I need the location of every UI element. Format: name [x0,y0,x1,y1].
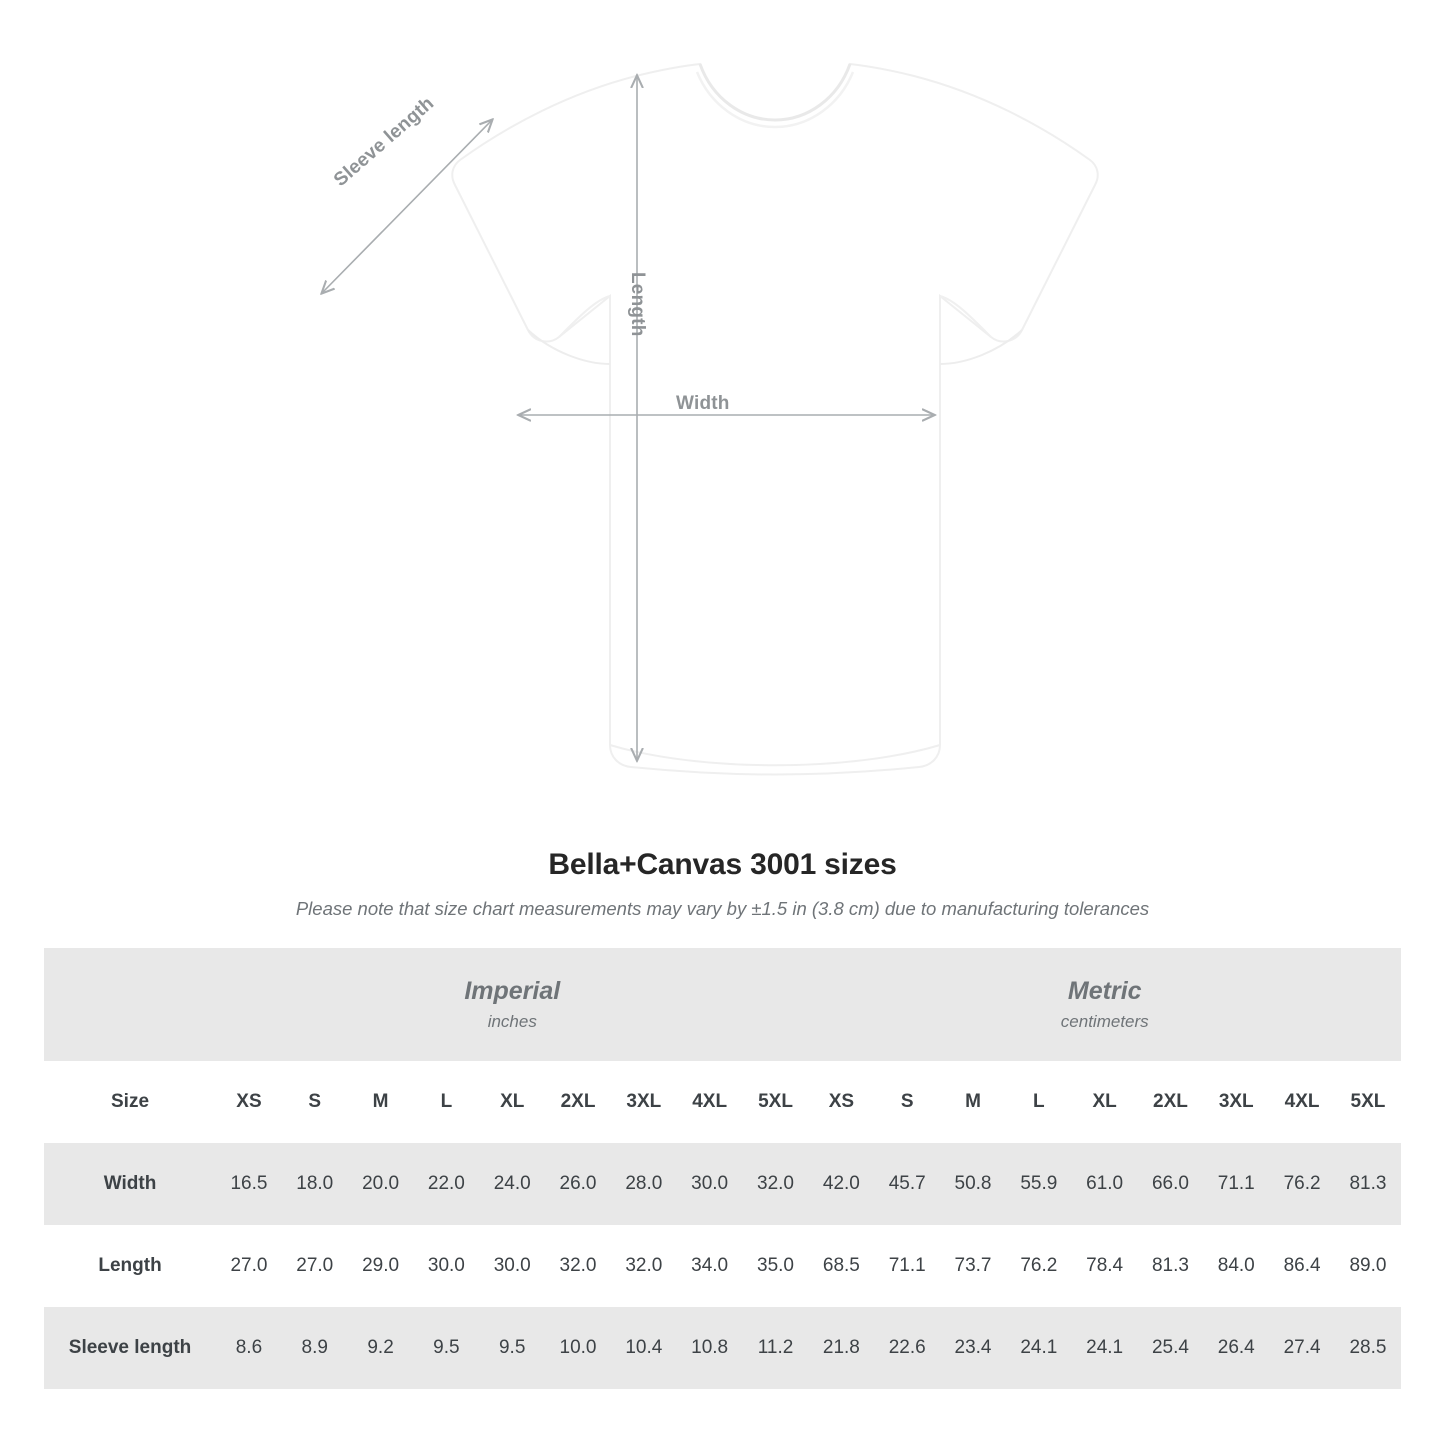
cell: 9.2 [348,1307,414,1389]
cell: 73.7 [940,1225,1006,1307]
corner-cell [44,948,216,1061]
row-header: Length [44,1225,216,1307]
cell: 8.6 [216,1307,282,1389]
cell: 23.4 [940,1307,1006,1389]
cell: 66.0 [1138,1143,1204,1225]
column-header: XL [1072,1061,1138,1143]
cell: 32.0 [611,1225,677,1307]
cell: 26.0 [545,1143,611,1225]
column-header: L [413,1061,479,1143]
cell: 25.4 [1138,1307,1204,1389]
cell: 26.4 [1203,1307,1269,1389]
row-header: Sleeve length [44,1307,216,1389]
cell: 34.0 [677,1225,743,1307]
cell: 22.0 [413,1143,479,1225]
cell: 24.1 [1072,1307,1138,1389]
length-label: Length [627,272,648,337]
cell: 9.5 [413,1307,479,1389]
cell: 78.4 [1072,1225,1138,1307]
cell: 71.1 [1203,1143,1269,1225]
cell: 11.2 [743,1307,809,1389]
cell: 20.0 [348,1143,414,1225]
column-header: XL [479,1061,545,1143]
cell: 10.0 [545,1307,611,1389]
cell: 18.0 [282,1143,348,1225]
column-header: L [1006,1061,1072,1143]
column-header: 5XL [1335,1061,1401,1143]
cell: 28.5 [1335,1307,1401,1389]
sleeve-length-label: Sleeve length [330,92,439,191]
unit-header-row [44,948,1401,1061]
cell: 29.0 [348,1225,414,1307]
row-header: Width [44,1143,216,1225]
cell: 84.0 [1203,1225,1269,1307]
cell: 22.6 [874,1307,940,1389]
imperial-unit: inches [487,1012,537,1031]
table-row [44,1225,1401,1307]
column-header: 2XL [545,1061,611,1143]
column-header: 3XL [1203,1061,1269,1143]
cell: 9.5 [479,1307,545,1389]
cell: 35.0 [743,1225,809,1307]
cell: 86.4 [1269,1225,1335,1307]
column-header: XS [216,1061,282,1143]
cell: 30.0 [413,1225,479,1307]
column-header: 4XL [677,1061,743,1143]
imperial-group-header [216,948,808,1061]
tshirt-shape [452,64,1097,775]
cell: 50.8 [940,1143,1006,1225]
cell: 27.4 [1269,1307,1335,1389]
column-header: S [282,1061,348,1143]
column-header: S [874,1061,940,1143]
chart-note: Please note that size chart measurements may vary by ±1.5 in (3.8 cm) due to manufacturing tolerances [295,898,1150,919]
cell: 71.1 [874,1225,940,1307]
cell: 10.4 [611,1307,677,1389]
cell: 61.0 [1072,1143,1138,1225]
size-table [44,948,1401,1389]
cell: 81.3 [1138,1225,1204,1307]
column-header: M [348,1061,414,1143]
cell: 76.2 [1006,1225,1072,1307]
cell: 30.0 [677,1143,743,1225]
metric-unit: centimeters [1060,1012,1149,1031]
size-header-cell: Size [44,1061,216,1143]
column-header: 2XL [1138,1061,1204,1143]
cell: 81.3 [1335,1143,1401,1225]
chart-title: Bella+Canvas 3001 sizes [548,848,897,881]
metric-group-header [808,948,1401,1061]
cell: 10.8 [677,1307,743,1389]
cell: 21.8 [808,1307,874,1389]
cell: 68.5 [808,1225,874,1307]
cell: 45.7 [874,1143,940,1225]
cell: 76.2 [1269,1143,1335,1225]
size-table-wrapper [44,948,1401,1389]
cell: 89.0 [1335,1225,1401,1307]
column-header: XS [808,1061,874,1143]
cell: 32.0 [743,1143,809,1225]
title-block [0,848,1445,920]
cell: 24.0 [479,1143,545,1225]
column-header: 4XL [1269,1061,1335,1143]
column-header: M [940,1061,1006,1143]
cell: 24.1 [1006,1307,1072,1389]
cell: 55.9 [1006,1143,1072,1225]
table-row [44,1307,1401,1389]
cell: 30.0 [479,1225,545,1307]
cell: 27.0 [282,1225,348,1307]
cell: 32.0 [545,1225,611,1307]
metric-label: Metric [1067,977,1142,1005]
cell: 8.9 [282,1307,348,1389]
cell: 16.5 [216,1143,282,1225]
column-header: 5XL [743,1061,809,1143]
table-row [44,1143,1401,1225]
size-header-row [44,1061,1401,1143]
width-label: Width [676,393,730,414]
cell: 27.0 [216,1225,282,1307]
imperial-label: Imperial [464,977,561,1005]
cell: 28.0 [611,1143,677,1225]
cell: 42.0 [808,1143,874,1225]
column-header: 3XL [611,1061,677,1143]
